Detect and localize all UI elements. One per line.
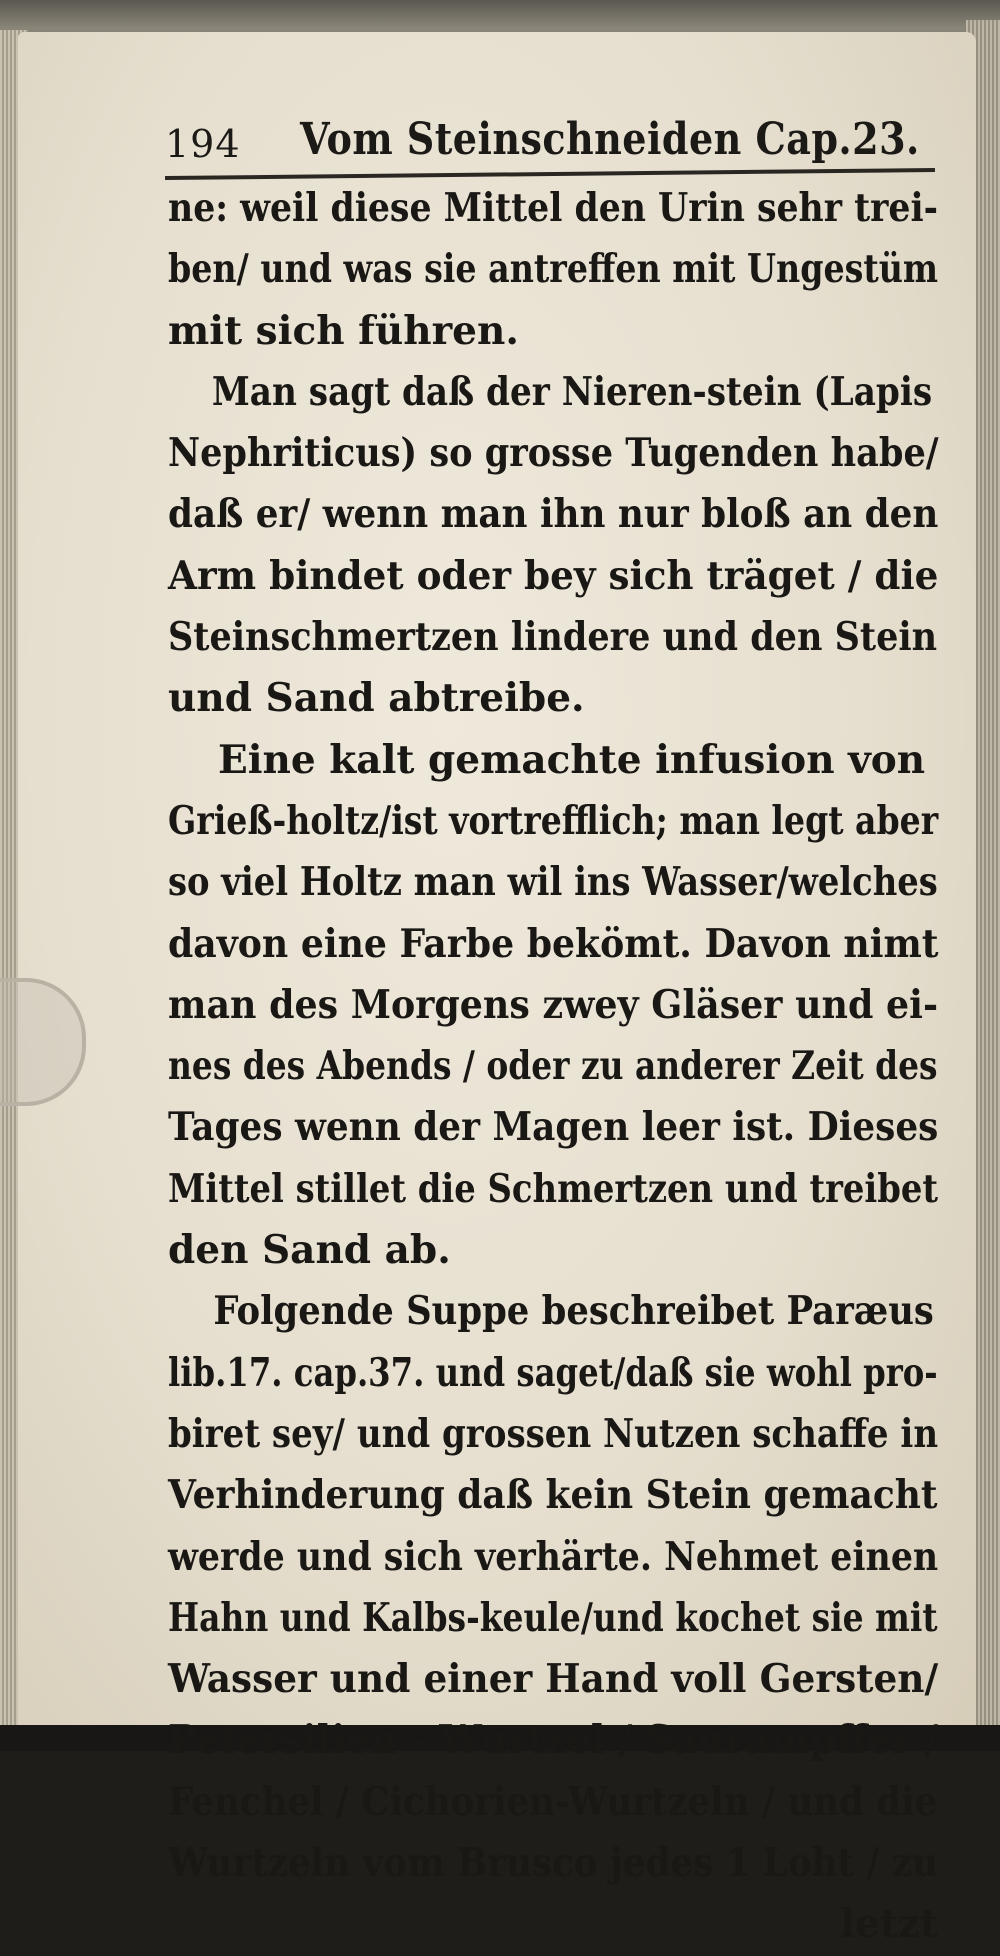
text-line: so viel Holtz man wil ins Wasser/welches xyxy=(168,859,938,906)
text-line: ben/ und was sie antreffen mit Ungestüm xyxy=(168,246,939,293)
text-line: werde und sich verhärte. Nehmet einen xyxy=(168,1533,939,1580)
text-line: nes des Abends / oder zu anderer Zeit des xyxy=(168,1043,938,1090)
text-line: ne: weil diese Mittel den Urin sehr trei- xyxy=(168,185,939,231)
page-number: 194 xyxy=(165,122,241,166)
running-head: Vom Steinschneiden Cap.23. xyxy=(300,114,920,165)
text-line: man des Morgens zwey Gläser und ei- xyxy=(168,981,939,1028)
text-line: Verhinderung daß kein Stein gemacht xyxy=(168,1472,938,1519)
text-line: Wurtzeln vom Brusco jedes 1 Loht / zu xyxy=(168,1840,939,1887)
text-line: lib.17. cap.37. und saget/daß sie wohl pro- xyxy=(168,1349,938,1396)
text-line: biret sey/ und grossen Nutzen schaffe in xyxy=(168,1410,939,1457)
text-line: Arm bindet oder bey sich träget / die xyxy=(168,552,939,599)
text-line: Man sagt daß der Nieren-stein (Lapis xyxy=(211,368,933,415)
text-line: Tages wenn der Magen leer ist. Dieses xyxy=(168,1104,939,1151)
text-line: daß er/ wenn man ihn nur bloß an den xyxy=(168,491,939,538)
text-line: mit sich führen. xyxy=(168,307,519,354)
text-line: Steinschmertzen lindere und den Stein xyxy=(168,614,938,661)
page-header xyxy=(165,108,935,178)
text-line: und Sand abtreibe. xyxy=(168,675,585,722)
text-line: Folgende Suppe beschreibet Paræus xyxy=(213,1288,934,1335)
text-line: Fenchel / Cichorien-Wurtzeln / und die xyxy=(168,1778,938,1825)
text-line: davon eine Farbe bekömt. Davon nimt xyxy=(168,920,939,967)
text-line: den Sand ab. xyxy=(168,1227,451,1274)
text-line: Nephriticus) so grosse Tugenden habe/ xyxy=(168,430,939,477)
text-line: Grieß-holtz/ist vortrefflich; man legt aber xyxy=(168,797,939,844)
text-line: Mittel stillet die Schmertzen und treibet xyxy=(168,1165,939,1212)
text-line: Petersilien - Wurtzel / Saurampffer / xyxy=(168,1717,939,1764)
catchword: letzt xyxy=(840,1901,938,1948)
body-text xyxy=(168,178,938,1956)
text-line: Wasser und einer Hand voll Gersten/ xyxy=(168,1656,939,1703)
text-line: Eine kalt gemachte infusion von xyxy=(218,736,926,783)
text-line: Hahn und Kalbs-keule/und kochet sie mit xyxy=(168,1594,938,1641)
